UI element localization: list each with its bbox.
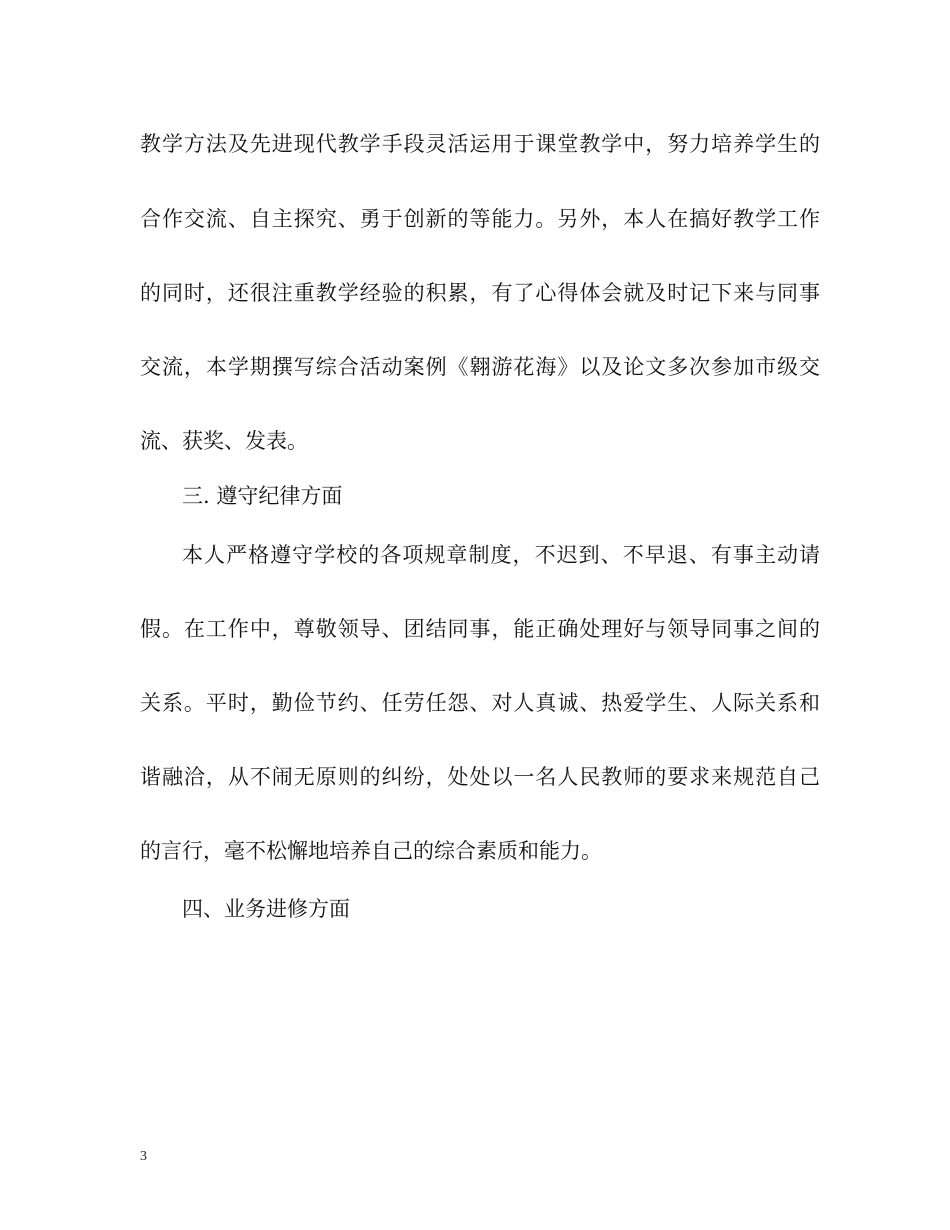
section-heading: 四、业务进修方面 bbox=[182, 897, 350, 921]
section-heading: 三. 遵守纪律方面 bbox=[182, 484, 343, 508]
paragraph-line: 交流，本学期撰写综合活动案例《翱游花海》以及论文多次参加市级交 bbox=[140, 355, 820, 379]
paragraph-line: 的同时，还很注重教学经验的积累，有了心得体会就及时记下来与同事 bbox=[140, 281, 820, 305]
paragraph-line: 假。在工作中，尊敬领导、团结同事，能正确处理好与领导同事之间的 bbox=[140, 617, 820, 641]
paragraph-line: 谐融洽，从不闹无原则的纠纷，处处以一名人民教师的要求来规范自己 bbox=[140, 765, 820, 789]
paragraph-line: 关系。平时，勤俭节约、任劳任怨、对人真诚、热爱学生、人际关系和 bbox=[140, 691, 820, 715]
paragraph-line: 合作交流、自主探究、勇于创新的等能力。另外，本人在搞好教学工作 bbox=[140, 207, 820, 231]
page-number: 3 bbox=[140, 1149, 147, 1164]
paragraph-line: 流、获奖、发表。 bbox=[140, 429, 308, 453]
paragraph-line: 教学方法及先进现代教学手段灵活运用于课堂教学中，努力培养学生的 bbox=[140, 132, 820, 156]
paragraph-line: 本人严格遵守学校的各项规章制度，不迟到、不早退、有事主动请 bbox=[182, 543, 820, 567]
paragraph-line: 的言行，毫不松懈地培养自己的综合素质和能力。 bbox=[140, 839, 602, 863]
